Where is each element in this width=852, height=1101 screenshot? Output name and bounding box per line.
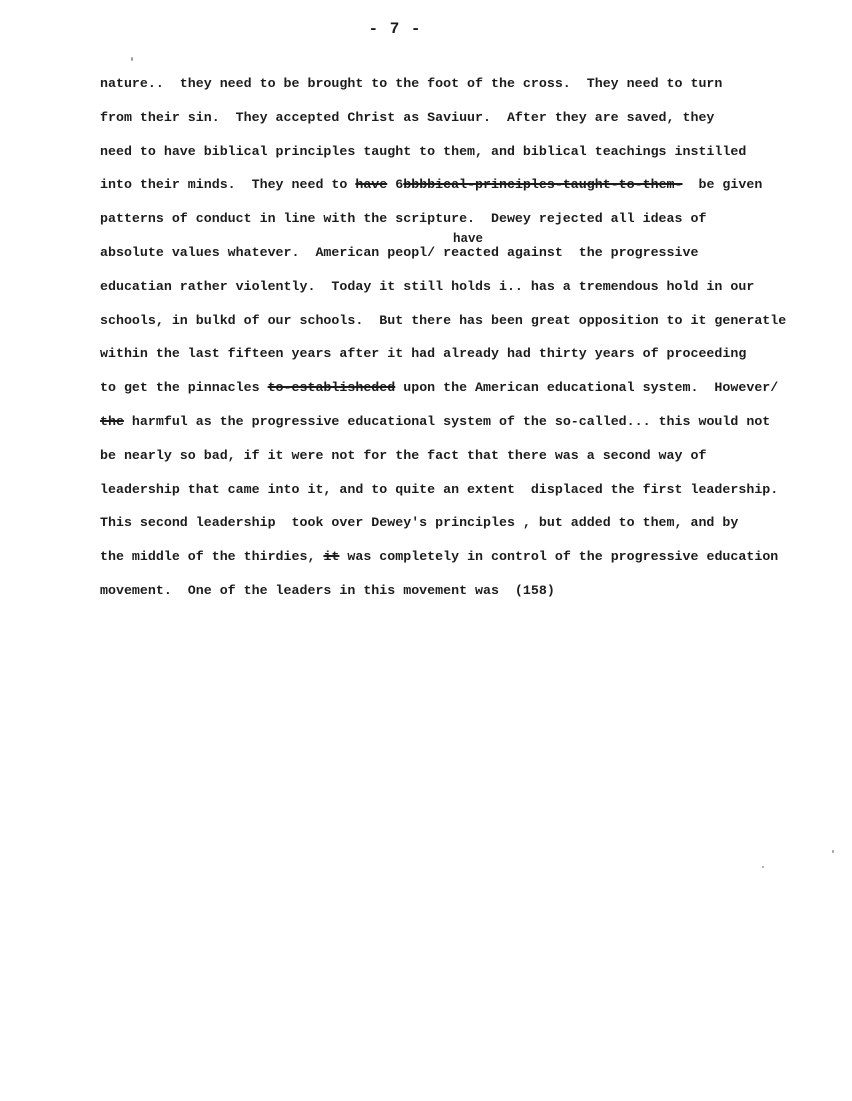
text-line: [100, 581, 840, 615]
line-text: be nearly so bad, if it were not for the fact that there was a second way of: [100, 447, 707, 463]
line-text: from their sin. They accepted Christ as Saviuur. After they are saved, they: [100, 109, 715, 125]
struck-text: have: [355, 177, 388, 193]
text-line: [100, 513, 840, 547]
line-text: need to have biblical principles taught to them, and biblical teachings instilled: [100, 143, 747, 159]
line-text: within the last fifteen years after it had already had thirty years of proceeding: [100, 346, 747, 362]
line-text: This second leadership took over Dewey's principles , but added to them, and by: [100, 515, 739, 531]
scan-speck: [762, 866, 764, 868]
text-line: [100, 311, 840, 345]
text-line: [100, 142, 840, 176]
text-line: [100, 480, 840, 514]
line-text: schools, in bulkd of our schools. But there has been great opposition to it generatle: [100, 312, 787, 328]
text-line: [100, 412, 840, 446]
line-text: leadership that came into it, and to quite an extent displaced the first leadership.: [100, 481, 779, 497]
struck-text: to-establisheded: [267, 380, 396, 396]
text-line: [100, 344, 840, 378]
line-text: nature.. they need to be brought to the foot of the cross. They need to turn: [100, 76, 723, 91]
line-text: educatian rather violently. Today it still holds i.. has a tremendous hold in our: [100, 278, 755, 294]
text-line: [100, 108, 840, 142]
text-line: [100, 231, 840, 277]
line-text: movement. One of the leaders in this movement was (158): [100, 582, 555, 598]
struck-text: the: [100, 413, 124, 429]
scan-speck: [131, 57, 133, 61]
text-line: [100, 277, 840, 311]
text-line: [100, 74, 840, 108]
interlinear-insert: have: [453, 231, 484, 246]
line-text: into their minds. They need to: [100, 177, 356, 193]
line-text: patterns of conduct in line with the scripture. Dewey rejected all ideas of: [100, 211, 707, 227]
struck-text: it: [323, 549, 340, 565]
line-text: harmful as the progressive educational system of the so-called... this would not: [123, 413, 771, 429]
text-line: [100, 547, 840, 581]
body-text: [100, 74, 840, 615]
text-line: [100, 446, 840, 480]
page-number: - 7 -: [368, 20, 422, 38]
text-line: [100, 378, 840, 412]
line-text: was completely in control of the progressive education: [339, 549, 779, 565]
struck-text: bbbbical-principles-taught-to-them-: [403, 177, 683, 193]
text-line: [100, 175, 840, 209]
line-text: 6: [387, 177, 404, 193]
scan-speck: [832, 850, 834, 853]
line-text: upon the American educational system. However/: [395, 380, 779, 396]
line-text: absolute values whatever. American peopl/ reacted against the progressive: [100, 244, 699, 260]
line-text: be given: [682, 177, 763, 193]
line-text: the middle of the thirdies,: [100, 549, 324, 565]
line-text: to get the pinnacles: [100, 380, 268, 396]
